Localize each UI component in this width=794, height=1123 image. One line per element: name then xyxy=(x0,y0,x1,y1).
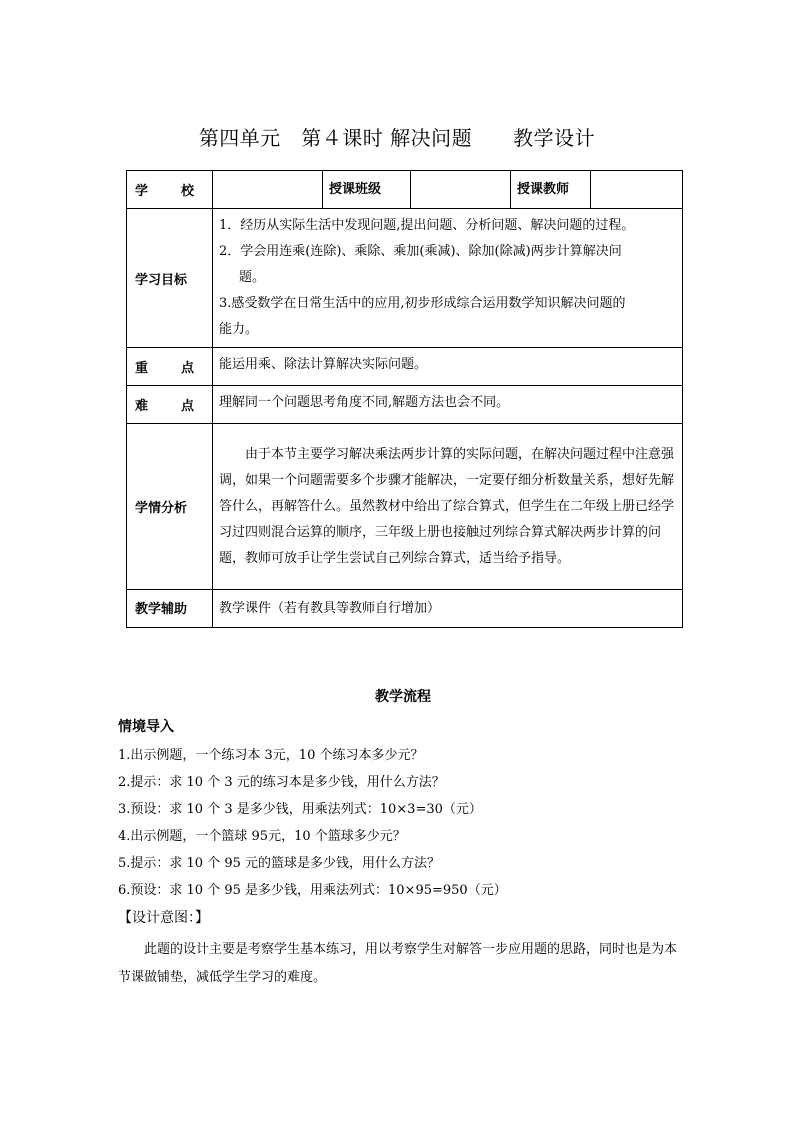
table-row xyxy=(127,386,683,424)
difficulty-label-cell xyxy=(127,386,213,424)
school-label-cell xyxy=(127,171,213,209)
table-row xyxy=(127,171,683,209)
table-row xyxy=(127,348,683,386)
list-item: 1.出示例题，一个练习本 3元，10 个练习本多少元？ xyxy=(118,748,424,763)
difficulty-label-char-2: 点 xyxy=(180,399,194,414)
page-title: 第四单元 第４课时 解决问题 教学设计 xyxy=(198,126,596,150)
class-value-cell xyxy=(411,171,511,209)
teaching-flow xyxy=(118,686,688,992)
goals-label: 学习目标 xyxy=(127,209,213,348)
flow-title: 教学流程 xyxy=(375,689,431,705)
analysis-label: 学情分析 xyxy=(127,424,213,590)
goal-line-4: 3.感受数学在日常生活中的应用,初步形成综合运用数学知识解决问题的 xyxy=(219,296,626,311)
teacher-label: 授课教师 xyxy=(511,171,591,209)
list-item: 3.预设：求 10 个 3 是多少钱，用乘法列式：10×3=30（元） xyxy=(118,802,482,817)
goal-line-5: 能力。 xyxy=(219,322,259,337)
class-label: 授课班级 xyxy=(323,171,411,209)
list-item: 2.提示：求 10 个 3 元的练习本是多少钱，用什么方法？ xyxy=(118,775,445,790)
difficulty-label-char-1: 难 xyxy=(135,399,149,414)
design-intent-text: 此题的设计主要是考察学生基本练习，用以考察学生对解答一步应用题的思路，同时也是为本节课做铺垫，减低学生学习的难度。 xyxy=(118,942,678,985)
teacher-value-cell xyxy=(591,171,683,209)
goals-cell xyxy=(213,209,683,348)
key-label-char-2: 点 xyxy=(180,361,194,376)
table-row xyxy=(127,424,683,590)
analysis-text: 由于本节主要学习解决乘法两步计算的实际问题，在解决问题过程中注意强调，如果一个问题需要多个步骤才能解决，一定要仔细分析数量关系，想好先解答什么，再解答什么。虽然教材中给出了综合算式，但学生在二年级上册已经学习过四则混合运算的顺序，三年级上册也接触过列综合算式解决两步计算的问题，教师可放手让学生尝试自己列综合算式，适当给予指导。 xyxy=(213,424,683,590)
table-row xyxy=(127,590,683,628)
design-intent-label: 【设计意图：】 xyxy=(118,910,209,926)
list-item: 4.出示例题，一个篮球 95元，10 个篮球多少元？ xyxy=(118,829,406,844)
goal-line-1: 1．经历从实际生活中发现问题,提出问题、分析问题、解决问题的过程。 xyxy=(219,218,635,233)
goal-line-2: 2．学会用连乘(连除)、乘除、乘加(乘减)、除加(除减)两步计算解决问 xyxy=(219,244,622,259)
aid-text: 教学课件（若有教具等教师自行增加） xyxy=(213,590,683,628)
key-label-cell xyxy=(127,348,213,386)
school-label-char-2: 校 xyxy=(180,184,194,199)
list-item: 5.提示：求 10 个 95 元的篮球是多少钱，用什么方法？ xyxy=(118,856,441,871)
key-label-char-1: 重 xyxy=(135,361,149,376)
list-item: 6.预设：求 10 个 95 是多少钱，用乘法列式：10×95=950（元） xyxy=(118,883,507,898)
table-row xyxy=(127,209,683,348)
difficulty-text: 理解同一个问题思考角度不同,解题方法也会不同。 xyxy=(213,386,683,424)
key-text: 能运用乘、除法计算解决实际问题。 xyxy=(213,348,683,386)
aid-label: 教学辅助 xyxy=(127,590,213,628)
school-label-char-1: 学 xyxy=(135,184,149,199)
goal-line-3: 题。 xyxy=(239,270,266,285)
school-value-cell xyxy=(213,171,323,209)
section-heading: 情境导入 xyxy=(118,719,174,735)
lesson-info-table xyxy=(126,170,683,628)
